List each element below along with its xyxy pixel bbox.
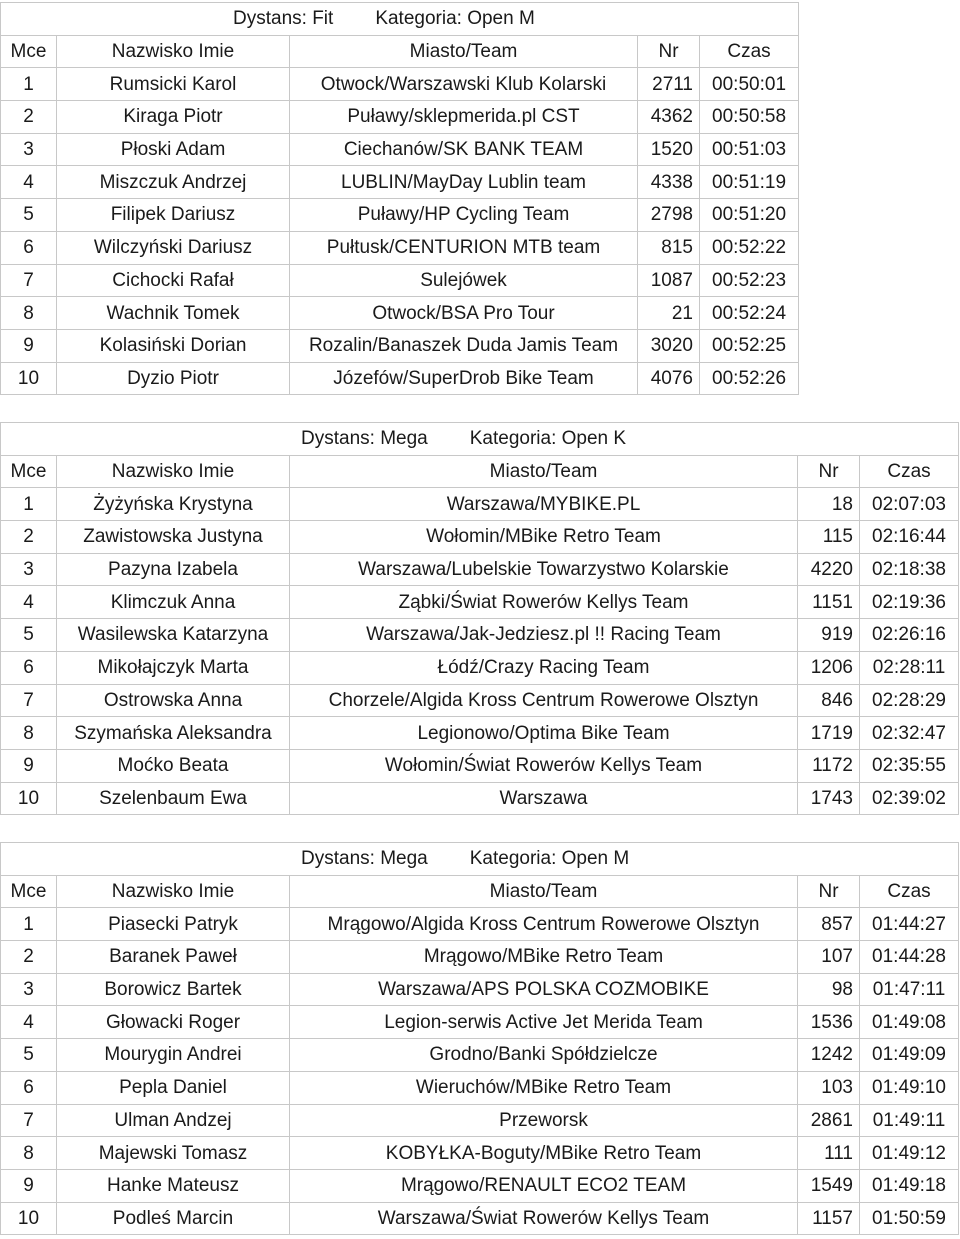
cell-name: Hanke Mateusz — [57, 1169, 290, 1202]
cell-time: 01:49:12 — [860, 1137, 959, 1170]
distance-label: Dystans: Mega — [301, 428, 428, 450]
cell-name: Szymańska Aleksandra — [57, 717, 290, 750]
table-row — [1, 1006, 959, 1039]
table-row — [1, 908, 959, 941]
table-row — [1, 782, 959, 815]
cell-nr: 18 — [798, 488, 860, 521]
cell-time: 02:07:03 — [860, 488, 959, 521]
cell-team: Grodno/Banki Spółdzielcze — [290, 1039, 798, 1072]
cell-place: 1 — [1, 68, 57, 101]
cell-time: 00:52:23 — [700, 264, 799, 297]
cell-time: 02:19:36 — [860, 586, 959, 619]
header-time: Czas — [700, 35, 799, 68]
cell-place: 1 — [1, 908, 57, 941]
cell-nr: 2711 — [638, 68, 700, 101]
cell-nr: 3020 — [638, 329, 700, 362]
cell-time: 02:28:11 — [860, 651, 959, 684]
cell-time: 02:28:29 — [860, 684, 959, 717]
header-row — [1, 875, 959, 908]
cell-name: Żyżyńska Krystyna — [57, 488, 290, 521]
cell-team: Mrągowo/RENAULT ECO2 TEAM — [290, 1169, 798, 1202]
header-mce: Mce — [1, 35, 57, 68]
table-row — [1, 264, 799, 297]
category-label: Kategoria: Open M — [375, 8, 535, 30]
cell-name: Płoski Adam — [57, 133, 290, 166]
table-row — [1, 362, 799, 395]
cell-place: 8 — [1, 297, 57, 330]
cell-time: 00:51:19 — [700, 166, 799, 199]
cell-nr: 4220 — [798, 553, 860, 586]
cell-time: 02:16:44 — [860, 521, 959, 554]
header-nr: Nr — [798, 455, 860, 488]
title-row — [1, 843, 959, 876]
table-row — [1, 199, 799, 232]
cell-nr: 1536 — [798, 1006, 860, 1039]
table-row — [1, 619, 959, 652]
table-row — [1, 521, 959, 554]
cell-name: Moćko Beata — [57, 749, 290, 782]
cell-time: 02:35:55 — [860, 749, 959, 782]
table-row — [1, 684, 959, 717]
cell-team: Puławy/sklepmerida.pl CST — [290, 101, 638, 134]
cell-nr: 4076 — [638, 362, 700, 395]
cell-nr: 846 — [798, 684, 860, 717]
cell-name: Mourygin Andrei — [57, 1039, 290, 1072]
header-team: Miasto/Team — [290, 35, 638, 68]
cell-place: 8 — [1, 1137, 57, 1170]
table-row — [1, 1169, 959, 1202]
cell-name: Baranek Paweł — [57, 941, 290, 974]
cell-team: KOBYŁKA-Boguty/MBike Retro Team — [290, 1137, 798, 1170]
cell-place: 4 — [1, 1006, 57, 1039]
cell-team: Wołomin/Świat Rowerów Kellys Team — [290, 749, 798, 782]
cell-time: 01:49:11 — [860, 1104, 959, 1137]
cell-team: Ząbki/Świat Rowerów Kellys Team — [290, 586, 798, 619]
cell-name: Ulman Andzej — [57, 1104, 290, 1137]
table-row — [1, 329, 799, 362]
cell-nr: 103 — [798, 1071, 860, 1104]
category-label: Kategoria: Open M — [469, 848, 630, 870]
cell-place: 10 — [1, 362, 57, 395]
cell-team: Wołomin/MBike Retro Team — [290, 521, 798, 554]
cell-place: 7 — [1, 684, 57, 717]
cell-nr: 4362 — [638, 101, 700, 134]
cell-team: Warszawa/MYBIKE.PL — [290, 488, 798, 521]
cell-time: 02:39:02 — [860, 782, 959, 815]
cell-name: Zawistowska Justyna — [57, 521, 290, 554]
cell-team: Wieruchów/MBike Retro Team — [290, 1071, 798, 1104]
cell-time: 00:51:03 — [700, 133, 799, 166]
cell-nr: 919 — [798, 619, 860, 652]
header-row — [1, 35, 799, 68]
table-row — [1, 133, 799, 166]
cell-place: 4 — [1, 166, 57, 199]
cell-team: Rozalin/Banaszek Duda Jamis Team — [290, 329, 638, 362]
cell-time: 01:49:18 — [860, 1169, 959, 1202]
results-table-mega-open-k — [0, 422, 959, 815]
cell-team: Przeworsk — [290, 1104, 798, 1137]
cell-time: 01:49:10 — [860, 1071, 959, 1104]
header-row — [1, 455, 959, 488]
title-row — [1, 3, 799, 36]
header-mce: Mce — [1, 455, 57, 488]
table-row — [1, 1137, 959, 1170]
table-row — [1, 1039, 959, 1072]
cell-nr: 111 — [798, 1137, 860, 1170]
header-mce: Mce — [1, 875, 57, 908]
cell-name: Miszczuk Andrzej — [57, 166, 290, 199]
cell-name: Kiraga Piotr — [57, 101, 290, 134]
cell-team: Pułtusk/CENTURION MTB team — [290, 231, 638, 264]
cell-nr: 815 — [638, 231, 700, 264]
cell-team: Warszawa/APS POLSKA COZMOBIKE — [290, 973, 798, 1006]
cell-name: Cichocki Rafał — [57, 264, 290, 297]
cell-place: 6 — [1, 1071, 57, 1104]
table-title — [1, 423, 959, 456]
cell-name: Głowacki Roger — [57, 1006, 290, 1039]
cell-name: Mikołajczyk Marta — [57, 651, 290, 684]
table-row — [1, 973, 959, 1006]
table-title — [1, 3, 799, 36]
table-row — [1, 749, 959, 782]
results-table-fit-open-m — [0, 2, 799, 395]
cell-team: Warszawa — [290, 782, 798, 815]
cell-time: 00:52:25 — [700, 329, 799, 362]
cell-nr: 1087 — [638, 264, 700, 297]
cell-place: 3 — [1, 553, 57, 586]
table-row — [1, 941, 959, 974]
cell-place: 5 — [1, 1039, 57, 1072]
cell-place: 2 — [1, 101, 57, 134]
cell-name: Kolasiński Dorian — [57, 329, 290, 362]
cell-time: 01:44:27 — [860, 908, 959, 941]
cell-nr: 1172 — [798, 749, 860, 782]
cell-nr: 1157 — [798, 1202, 860, 1235]
table-row — [1, 1071, 959, 1104]
cell-place: 6 — [1, 231, 57, 264]
table-row — [1, 68, 799, 101]
cell-place: 9 — [1, 749, 57, 782]
cell-nr: 2798 — [638, 199, 700, 232]
cell-place: 1 — [1, 488, 57, 521]
cell-name: Pazyna Izabela — [57, 553, 290, 586]
cell-place: 9 — [1, 329, 57, 362]
cell-nr: 1520 — [638, 133, 700, 166]
cell-nr: 1719 — [798, 717, 860, 750]
cell-nr: 1242 — [798, 1039, 860, 1072]
cell-time: 00:51:20 — [700, 199, 799, 232]
cell-place: 7 — [1, 1104, 57, 1137]
results-table-mega-open-m — [0, 842, 959, 1235]
cell-team: Warszawa/Lubelskie Towarzystwo Kolarskie — [290, 553, 798, 586]
cell-place: 7 — [1, 264, 57, 297]
cell-team: Warszawa/Jak-Jedziesz.pl !! Racing Team — [290, 619, 798, 652]
cell-team: Łódź/Crazy Racing Team — [290, 651, 798, 684]
cell-time: 02:32:47 — [860, 717, 959, 750]
cell-name: Szelenbaum Ewa — [57, 782, 290, 815]
table-row — [1, 717, 959, 750]
distance-label: Dystans: Mega — [301, 848, 428, 870]
cell-place: 8 — [1, 717, 57, 750]
header-team: Miasto/Team — [290, 875, 798, 908]
cell-nr: 4338 — [638, 166, 700, 199]
cell-place: 10 — [1, 1202, 57, 1235]
table-row — [1, 297, 799, 330]
cell-team: Józefów/SuperDrob Bike Team — [290, 362, 638, 395]
cell-name: Rumsicki Karol — [57, 68, 290, 101]
table-row — [1, 231, 799, 264]
cell-time: 00:52:26 — [700, 362, 799, 395]
table-row — [1, 586, 959, 619]
cell-place: 2 — [1, 941, 57, 974]
cell-team: Warszawa/Świat Rowerów Kellys Team — [290, 1202, 798, 1235]
cell-name: Wachnik Tomek — [57, 297, 290, 330]
cell-time: 01:44:28 — [860, 941, 959, 974]
cell-place: 6 — [1, 651, 57, 684]
cell-time: 02:18:38 — [860, 553, 959, 586]
cell-time: 01:50:59 — [860, 1202, 959, 1235]
cell-nr: 1743 — [798, 782, 860, 815]
cell-name: Podleś Marcin — [57, 1202, 290, 1235]
category-label: Kategoria: Open K — [469, 428, 627, 450]
header-name: Nazwisko Imie — [57, 455, 290, 488]
cell-time: 01:49:08 — [860, 1006, 959, 1039]
cell-team: Mrągowo/MBike Retro Team — [290, 941, 798, 974]
cell-team: Legion-serwis Active Jet Merida Team — [290, 1006, 798, 1039]
cell-nr: 1549 — [798, 1169, 860, 1202]
cell-team: Legionowo/Optima Bike Team — [290, 717, 798, 750]
table-row — [1, 101, 799, 134]
table-row — [1, 488, 959, 521]
table-row — [1, 1104, 959, 1137]
cell-team: Mrągowo/Algida Kross Centrum Rowerowe Olsztyn — [290, 908, 798, 941]
cell-name: Borowicz Bartek — [57, 973, 290, 1006]
cell-nr: 1151 — [798, 586, 860, 619]
table-title — [1, 843, 959, 876]
header-time: Czas — [860, 455, 959, 488]
cell-time: 02:26:16 — [860, 619, 959, 652]
cell-name: Pepla Daniel — [57, 1071, 290, 1104]
cell-place: 10 — [1, 782, 57, 815]
table-row — [1, 1202, 959, 1235]
cell-name: Wasilewska Katarzyna — [57, 619, 290, 652]
cell-nr: 857 — [798, 908, 860, 941]
cell-place: 9 — [1, 1169, 57, 1202]
cell-nr: 115 — [798, 521, 860, 554]
cell-nr: 1206 — [798, 651, 860, 684]
title-row — [1, 423, 959, 456]
cell-nr: 98 — [798, 973, 860, 1006]
cell-place: 4 — [1, 586, 57, 619]
cell-name: Filipek Dariusz — [57, 199, 290, 232]
cell-place: 3 — [1, 973, 57, 1006]
cell-name: Piasecki Patryk — [57, 908, 290, 941]
cell-team: Puławy/HP Cycling Team — [290, 199, 638, 232]
cell-place: 5 — [1, 199, 57, 232]
cell-time: 00:50:01 — [700, 68, 799, 101]
cell-team: LUBLIN/MayDay Lublin team — [290, 166, 638, 199]
table-row — [1, 553, 959, 586]
cell-team: Otwock/Warszawski Klub Kolarski — [290, 68, 638, 101]
cell-name: Majewski Tomasz — [57, 1137, 290, 1170]
header-nr: Nr — [638, 35, 700, 68]
cell-name: Dyzio Piotr — [57, 362, 290, 395]
table-row — [1, 651, 959, 684]
cell-nr: 21 — [638, 297, 700, 330]
cell-place: 5 — [1, 619, 57, 652]
header-time: Czas — [860, 875, 959, 908]
cell-team: Ciechanów/SK BANK TEAM — [290, 133, 638, 166]
cell-time: 00:52:22 — [700, 231, 799, 264]
distance-label: Dystans: Fit — [233, 8, 334, 30]
cell-name: Ostrowska Anna — [57, 684, 290, 717]
cell-team: Otwock/BSA Pro Tour — [290, 297, 638, 330]
header-name: Nazwisko Imie — [57, 875, 290, 908]
cell-nr: 107 — [798, 941, 860, 974]
table-row — [1, 166, 799, 199]
cell-name: Wilczyński Dariusz — [57, 231, 290, 264]
cell-time: 00:50:58 — [700, 101, 799, 134]
cell-team: Chorzele/Algida Kross Centrum Rowerowe Olsztyn — [290, 684, 798, 717]
cell-time: 00:52:24 — [700, 297, 799, 330]
cell-place: 3 — [1, 133, 57, 166]
header-nr: Nr — [798, 875, 860, 908]
cell-nr: 2861 — [798, 1104, 860, 1137]
cell-time: 01:47:11 — [860, 973, 959, 1006]
cell-name: Klimczuk Anna — [57, 586, 290, 619]
header-team: Miasto/Team — [290, 455, 798, 488]
cell-place: 2 — [1, 521, 57, 554]
cell-time: 01:49:09 — [860, 1039, 959, 1072]
header-name: Nazwisko Imie — [57, 35, 290, 68]
cell-team: Sulejówek — [290, 264, 638, 297]
